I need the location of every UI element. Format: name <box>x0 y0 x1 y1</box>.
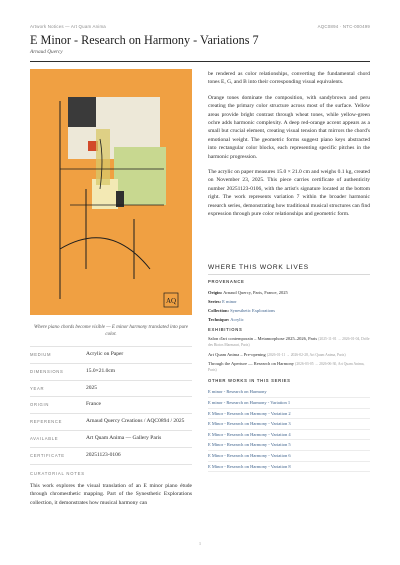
curatorial-text: This work explores the visual translation of an E minor piano étude through chromesthetic mapping. Part of the Synesthetic Explorations collection, it demonstrates how musical harmony can <box>30 483 192 506</box>
details-table <box>30 346 192 465</box>
series-work-link[interactable]: E minor - Research on Harmony - Variation 1 <box>208 398 370 409</box>
collection-link[interactable]: Synesthetic Explorations <box>230 308 275 313</box>
description-paragraph: be rendered as color relationships, converting the fundamental chord tones E, G, and B into their corresponding visual equivalents. <box>208 71 370 86</box>
detail-row-year <box>30 380 192 397</box>
curatorial-heading: CURATORIAL NOTES <box>30 471 85 476</box>
technique-link[interactable]: Acrylic <box>230 317 244 322</box>
detail-value: 20251123-0106 <box>86 451 121 458</box>
lives-heading: WHERE THIS WORK LIVES <box>208 264 309 271</box>
exhibition-detail: (2026-03-05 → 2026-06-30, Art Quam Anima, Paris) <box>208 361 365 373</box>
lives-section <box>208 279 370 472</box>
detail-label: YEAR <box>30 385 45 391</box>
provenance-collection <box>208 306 370 315</box>
exhibition-name: Art Quam Anima – Pre-opening <box>208 351 266 357</box>
origin-label: Origin: <box>208 290 223 295</box>
other-works-heading: OTHER WORKS IN THIS SERIES <box>208 378 291 384</box>
page-title: E Minor - Research on Harmony - Variations 7 <box>30 33 259 47</box>
detail-label: CERTIFICATE <box>30 452 65 458</box>
series-link[interactable]: E minor <box>222 299 237 304</box>
collection-label: Collection: <box>208 308 229 313</box>
provenance-origin <box>208 288 370 297</box>
title-divider <box>30 61 370 62</box>
artist-name: Arnaud Quercy <box>30 49 63 55</box>
origin-value: Arnaud Quercy, Paris, France, 2025 <box>223 290 288 295</box>
breadcrumb[interactable]: Artwork Notices — Art Quam Anima <box>30 24 106 29</box>
detail-row-reference <box>30 413 192 430</box>
top-bar <box>30 24 370 29</box>
series-label: Series: <box>208 299 221 304</box>
page-number: 1 <box>198 541 202 546</box>
detail-row-certificate <box>30 447 192 465</box>
series-work-link[interactable]: E Minor - Research on Harmony - Variation 6 <box>208 451 370 462</box>
provenance-technique <box>208 315 370 324</box>
exhibition-name: Salon d'art contemporain – Metamorphose 2025–2026, Paris <box>208 336 318 341</box>
lives-divider <box>208 274 370 275</box>
artwork-image <box>30 69 192 315</box>
description-column <box>208 70 370 226</box>
artwork-caption: Where piano chords become visible — E minor harmony translated into pure color. <box>33 325 188 338</box>
detail-label: DIMENSIONS <box>30 368 64 374</box>
detail-value: France <box>86 401 101 408</box>
series-work-link[interactable]: E Minor - Research on Harmony - Variation 4 <box>208 430 370 441</box>
reference-code: AQC0894 · NTC-000499 <box>317 24 370 29</box>
series-work-link[interactable]: E Minor - Research on Harmony - Variation 3 <box>208 419 370 430</box>
detail-label: REFERENCE <box>30 419 63 425</box>
detail-value: 2025 <box>86 384 97 391</box>
artist-signature: AQ <box>165 297 177 305</box>
exhibition-name: Through the Aperture — Research on Harmony <box>208 360 294 366</box>
provenance-series <box>208 297 370 306</box>
series-work-link[interactable]: E minor - Research on Harmony <box>208 387 370 398</box>
series-work-link[interactable]: E Minor - Research on Harmony - Variation 5 <box>208 440 370 451</box>
detail-value: Arnaud Quercy Creations / AQC0894 / 2025 <box>86 418 185 425</box>
description-paragraph: Orange tones dominate the composition, with sandybrown and peru creating the primary color structure across most of the surface. Yellow areas provide bright contrast through wheat tones, while yellow-green ochre adds harmonic complexity. A deep red-orange accent appears as a small but crucial element, creating visual tension that mirrors the chord's emotional weight. The geometric forms suggest piano keys abstracted into rectangular color blocks, each representing specific pitches in the harmonic progression. <box>208 94 370 160</box>
detail-row-origin <box>30 396 192 413</box>
detail-value: Acrylic on Paper <box>86 351 124 357</box>
exhibition-item <box>208 361 370 373</box>
description-paragraph: The acrylic on paper measures 15.0 × 21.0 cm and weighs 0.1 kg, created on November 23, 2025. This piece carries certificate of authenticity number 20251123-0106, with the artist's signature located at the bottom right. The work represents variation 7 within the broader harmonic research series, demonstrating how traditional musical structures can find expression through pure color relationships and geometric form. <box>208 169 370 218</box>
detail-row-dimensions <box>30 363 192 380</box>
detail-row-medium <box>30 346 192 363</box>
exhibitions-heading: EXHIBITIONS <box>208 327 243 332</box>
technique-label: Technique: <box>208 317 230 322</box>
detail-row-available <box>30 430 192 447</box>
detail-label: ORIGIN <box>30 402 50 408</box>
detail-label: AVAILABLE <box>30 435 59 441</box>
detail-label: MEDIUM <box>30 352 52 357</box>
exhibition-item <box>208 336 370 348</box>
series-work-link[interactable]: E Minor - Research on Harmony - Variation 2 <box>208 409 370 420</box>
exhibition-item <box>208 352 370 358</box>
detail-value: 15.0×21.0cm <box>86 367 116 374</box>
provenance-heading: PROVENANCE <box>208 279 245 284</box>
detail-value: Art Quam Anima — Gallery Paris <box>86 434 162 441</box>
exhibition-detail: (2026-01-11 → 2026-02-28, Art Quam Anima, Paris) <box>266 352 346 357</box>
exhibition-detail: (2025-11-01 → 2026-01-04, Drôle des Biotos Marmauri, Paris) <box>208 337 370 348</box>
series-work-link[interactable]: E Minor - Research on Harmony - Variation 8 <box>208 462 370 473</box>
